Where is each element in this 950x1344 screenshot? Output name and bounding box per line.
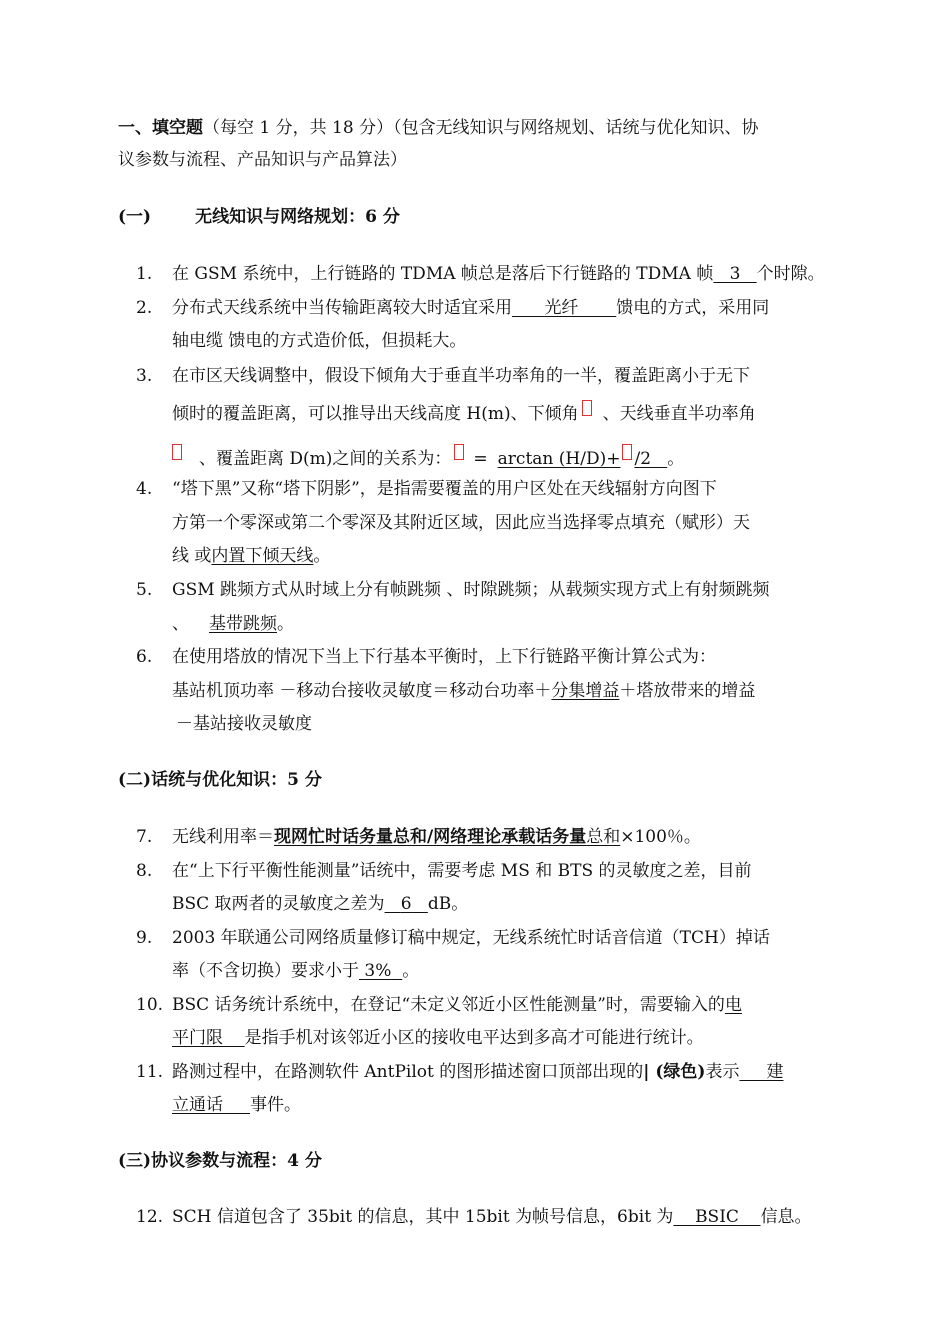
missing-glyph-icon [454,444,464,460]
q2-line2: 轴电缆 馈电的方式造价低，但损耗大。 [172,331,467,351]
q10-line2-end: 是指手机对该邻近小区的接收电平达到多高才可能进行统计。 [244,1028,704,1048]
q3-line3 [172,444,684,470]
q3-number: 3. [136,366,153,386]
q6-line1: 在使用塔放的情况下当上下行基本平衡时，上下行链路平衡计算公式为： [172,647,716,667]
missing-glyph-icon [172,444,182,460]
q9-line2-text: 率（不含切换）要求小于 [172,961,359,981]
q3-line2 [172,400,756,425]
q1-text-end: 个时隙。 [756,264,825,284]
q10-answer-part1: 电 [724,995,742,1015]
q9-answer: 3% [364,961,392,981]
q7-answer-end: 总和 [586,827,621,847]
q8-line2-end: dB。 [427,894,469,914]
q2-answer: 光纤 [544,298,579,318]
part1-heading-line [118,206,400,228]
q4-line2: 方第一个零深或第二个零深及其附近区域，因此应当选择零点填充（赋形）天 [172,513,750,533]
q9-line2 [172,960,419,982]
q12-text-end: 信息。 [760,1207,812,1227]
q1-text: 在 GSM 系统中，上行链路的 TDMA 帧总是落后下行链路的 TDMA 帧 [172,264,714,284]
missing-glyph-icon [622,444,632,460]
q3-answer: arctan (H/D)+ /2 [498,449,668,469]
part2-heading: (二)话统与优化知识：5 分 [118,770,322,790]
section-title-line [118,117,759,139]
section-title: 一、填空题 [118,118,203,138]
q10-line1 [172,994,742,1016]
q5-line1: GSM 跳频方式从时域上分有帧跳频 、时隙跳频；从载频实现方式上有射频跳频 [172,580,770,600]
q1-number: 1. [136,264,153,284]
q1-line [172,263,825,285]
q9-line1: 2003 年联通公司网络质量修订稿中规定，无线系统忙时话音信道（TCH）掉话 [172,928,770,948]
q3-line1: 在市区天线调整中，假设下倾角大于垂直半功率角的一半，覆盖距离小于无下 [172,366,750,386]
q3-line3-text: 、覆盖距离 D(m)之间的关系为： [199,449,452,469]
section-note: （每空 1 分，共 18 分）（包含无线知识与网络规划、话统与优化知识、协 [203,118,759,138]
q4-line3-end: 。 [313,546,331,566]
q3-equals: = [473,449,488,469]
q11-line2-end: 事件。 [250,1095,302,1115]
q2-line1 [172,297,769,319]
q9-line2-end: 。 [402,961,420,981]
q11-line2 [172,1094,301,1116]
q6-answer: 分集增益 [551,681,620,701]
q4-number: 4. [136,479,153,499]
q8-number: 8. [136,861,153,881]
q6-number: 6. [136,647,153,667]
q11-answer-part1: 建 [766,1062,784,1082]
q1-answer: 3 [729,264,741,284]
q4-answer: 内置下倾天线 [211,546,314,566]
q5-line2 [172,613,294,635]
q3-line3-end: 。 [667,449,685,469]
q8-line1: 在“上下行平衡性能测量”话统中，需要考虑 MS 和 BTS 的灵敏度之差，目前 [172,861,752,881]
q4-line3-text: 线 或 [172,546,212,566]
q4-line3 [172,545,330,567]
q5-line2-text: 、 [172,614,189,634]
section-note-line2: 议参数与流程、产品知识与产品算法） [118,150,407,170]
q11-line1-text: 路测过程中，在路测软件 AntPilot 的图形描述窗口顶部出现的 [172,1062,644,1082]
q11-line1 [172,1061,783,1083]
q6-line2 [172,680,755,702]
q12-number: 12. [136,1207,164,1227]
q11-answer-part2: 立通话 [172,1095,223,1115]
q6-line2-text: 基站机顶功率 －移动台接收灵敏度＝移动台功率＋ [172,681,552,701]
q7-answer: 现网忙时话务量总和/网络理论承载话务量 [274,827,587,847]
q12-line [172,1206,812,1228]
q8-line2 [172,893,468,915]
q6-line3: －基站接收灵敏度 [176,714,312,734]
q7-text-end: ×100％。 [620,827,701,847]
q4-line1: “塔下黑”又称“塔下阴影”，是指需要覆盖的用户区处在天线辐射方向图下 [172,479,717,499]
q12-text: SCH 信道包含了 35bit 的信息，其中 15bit 为帧号信息，6bit 为 [172,1207,674,1227]
q10-line1-text: BSC 话务统计系统中，在登记“未定义邻近小区性能测量”时，需要输入的 [172,995,725,1015]
q11-line1-mid: 表示 [705,1062,740,1082]
q3-line2-text: 倾时的覆盖距离，可以推导出天线高度 H(m)、下倾角 [172,404,579,424]
q10-line2 [172,1027,704,1049]
q5-line2-end: 。 [277,614,294,634]
q10-answer-part2: 平门限 [172,1028,223,1048]
q7-line [172,826,701,848]
q2-text-end: 馈电的方式，采用同 [616,298,770,318]
q12-answer: BSIC [695,1207,739,1227]
q9-number: 9. [136,928,153,948]
missing-glyph-icon [582,400,592,416]
q7-number: 7. [136,827,153,847]
part1-heading: 无线知识与网络规划：6 分 [195,207,400,227]
q11-symbol: | (绿色) [643,1062,706,1082]
q11-number: 11. [136,1062,164,1082]
q7-text: 无线利用率＝ [172,827,274,847]
q2-text: 分布式天线系统中当传输距离较大时适宜采用 [172,298,512,318]
q6-line2-end: ＋塔放带来的增益 [619,681,756,701]
part1-heading-num: (一) [118,207,152,227]
q5-answer: 基带跳频 [209,614,277,634]
q5-number: 5. [136,580,153,600]
q3-line2-end: 、天线垂直半功率角 [602,404,756,424]
part3-heading: (三)协议参数与流程：4 分 [118,1151,322,1171]
q10-number: 10. [136,995,164,1015]
q2-number: 2. [136,298,153,318]
q8-line2-text: BSC 取两者的灵敏度之差为 [172,894,385,914]
q8-answer: 6 [400,894,412,914]
